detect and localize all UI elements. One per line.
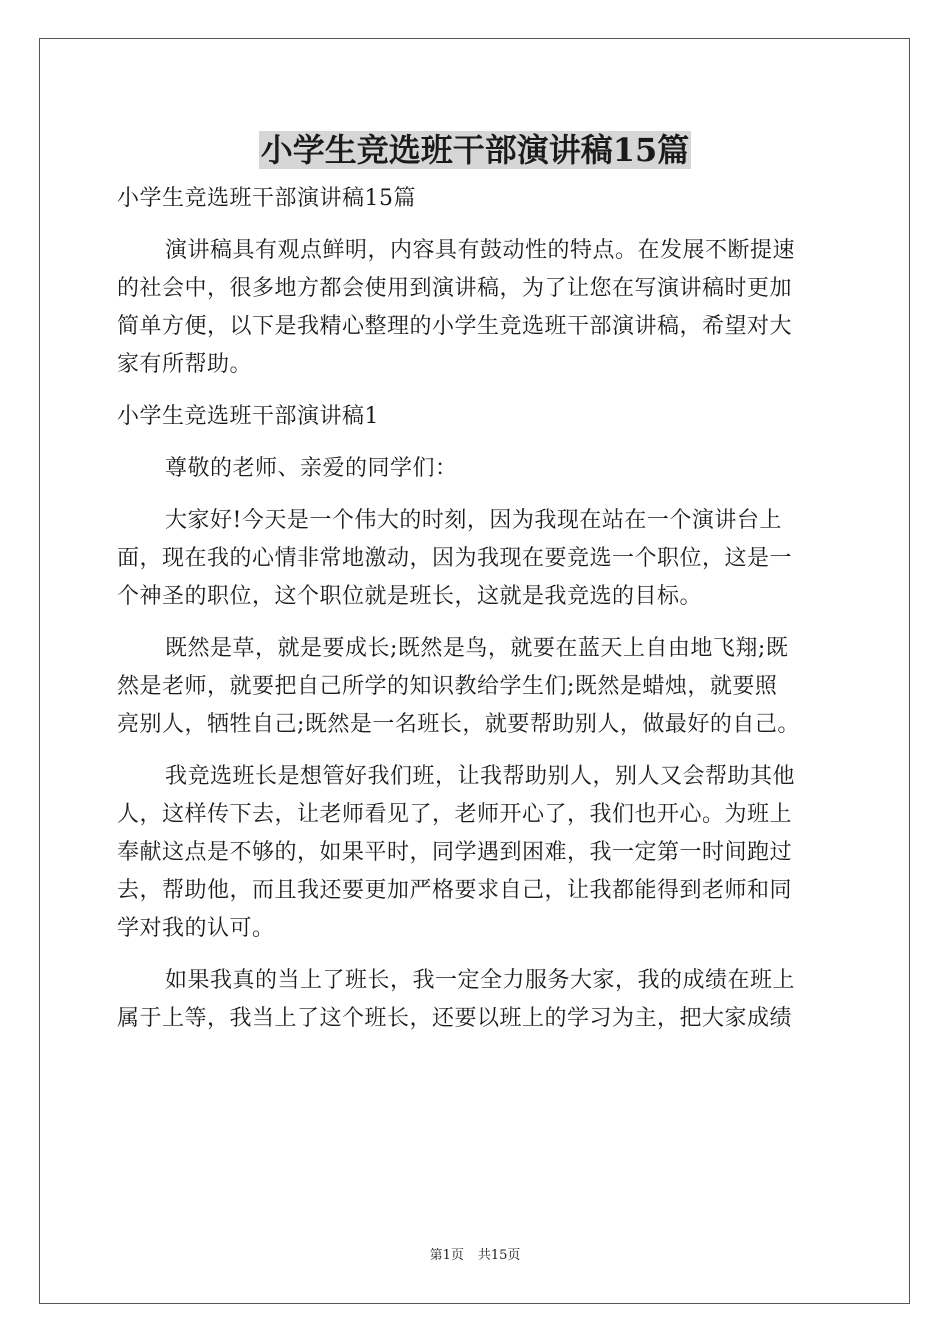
page-footer: [0, 1247, 950, 1265]
text-line: 个神圣的职位，这个职位就是班长，这就是我竞选的目标。: [117, 584, 703, 609]
paragraph-intro: [117, 232, 837, 384]
paragraph-greeting: [117, 450, 837, 488]
paragraph: [117, 502, 837, 616]
text-line: 然是老师，就要把自己所学的知识教给学生们;既然是蜡烛，就要照: [117, 674, 778, 699]
page-number-current: 第1页: [429, 1248, 464, 1263]
text-line: 人，这样传下去，让老师看见了，老师开心了，我们也开心。为班上: [117, 802, 793, 827]
page-number-total: 共15页: [477, 1248, 521, 1263]
text-line: 亮别人，牺牲自己;既然是一名班长，就要帮助别人，做最好的自己。: [117, 712, 800, 737]
text-line: 简单方便，以下是我精心整理的小学生竞选班干部演讲稿，希望对大: [117, 314, 793, 339]
text-line: 如果我真的当上了班长，我一定全力服务大家，我的成绩在班上: [165, 968, 796, 993]
text-line: 奉献这点是不够的，如果平时，同学遇到困难，我一定第一时间跑过: [117, 840, 793, 865]
document-title: [0, 128, 950, 172]
text-line: 大家好!今天是一个伟大的时刻，因为我现在站在一个演讲台上: [165, 508, 782, 533]
text-line: 小学生竞选班干部演讲稿1: [117, 404, 379, 429]
paragraph: [117, 630, 837, 744]
text-line: 的社会中，很多地方都会使用到演讲稿，为了让您在写演讲稿时更加: [117, 276, 793, 301]
paragraph: [117, 962, 837, 1038]
document-body: [117, 180, 837, 1052]
paragraph: [117, 758, 837, 948]
text-line: 既然是草，就是要成长;既然是鸟，就要在蓝天上自由地飞翔;既: [165, 636, 789, 661]
section-heading: [117, 398, 837, 436]
text-line: 学对我的认可。: [117, 916, 275, 941]
text-line: 尊敬的老师、亲爱的同学们：: [165, 456, 458, 481]
text-line: 我竞选班长是想管好我们班，让我帮助别人，别人又会帮助其他: [165, 764, 796, 789]
document-subtitle: 小学生竞选班干部演讲稿15篇: [117, 186, 416, 211]
text-line: 面，现在我的心情非常地激动，因为我现在要竞选一个职位，这是一: [117, 546, 793, 571]
text-line: 演讲稿具有观点鲜明，内容具有鼓动性的特点。在发展不断提速: [165, 238, 796, 263]
text-line: 属于上等，我当上了这个班长，还要以班上的学习为主，把大家成绩: [117, 1006, 793, 1031]
document-title-text: 小学生竞选班干部演讲稿15篇: [260, 131, 690, 169]
text-line: 家有所帮助。: [117, 352, 253, 377]
text-line: 去，帮助他，而且我还要更加严格要求自己，让我都能得到老师和同: [117, 878, 793, 903]
